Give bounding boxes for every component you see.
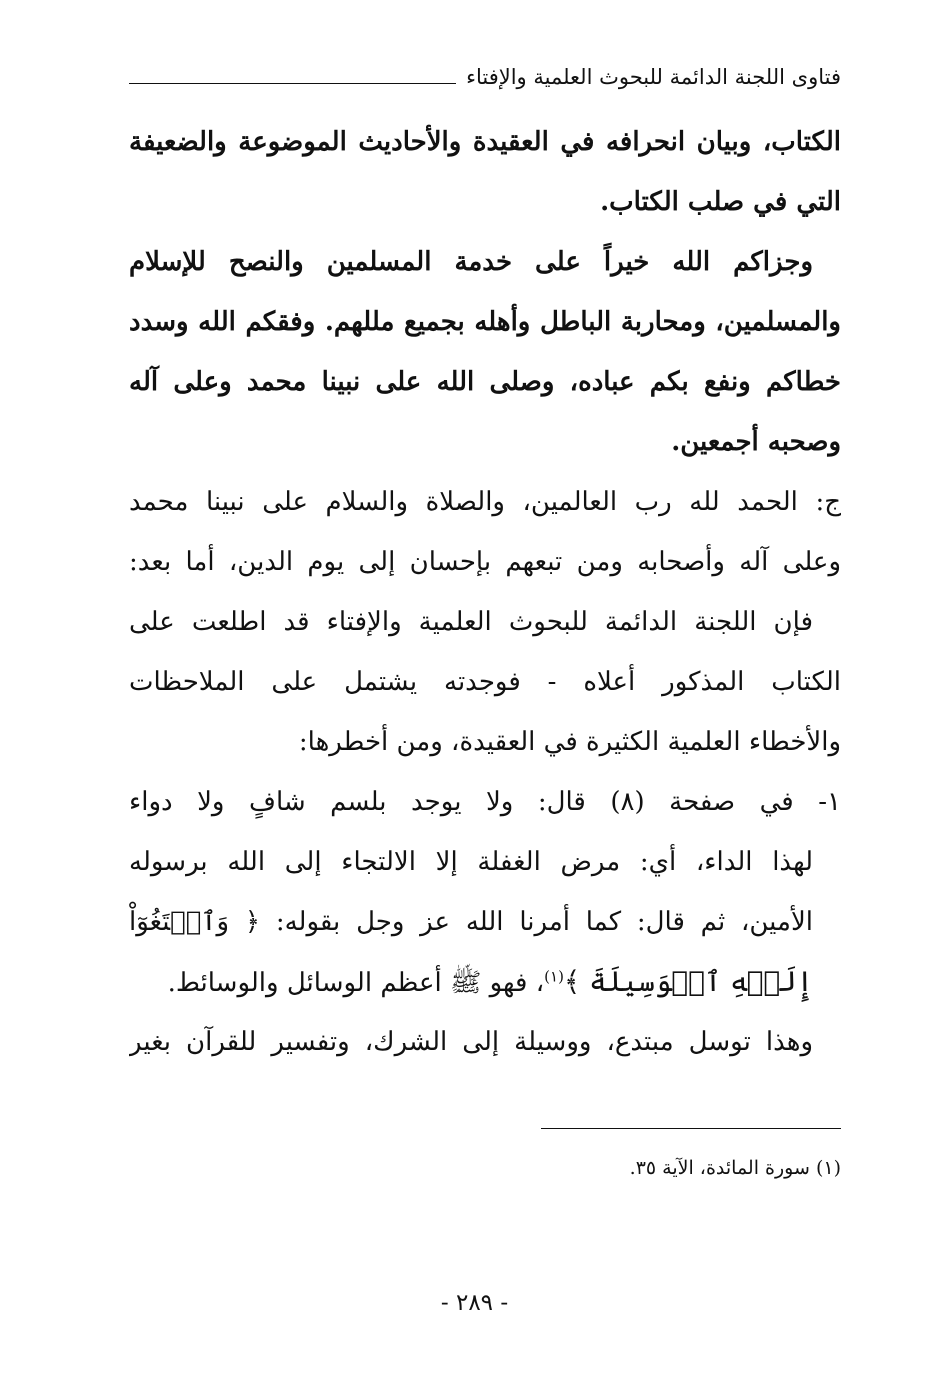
body-line: وجزاكم الله خيراً على خدمة المسلمين والنصح للإسلام xyxy=(129,247,813,277)
body-line: والمسلمين، ومحاربة الباطل وأهله بجميع مللهم. وفقكم الله وسدد xyxy=(129,307,841,337)
body-line: وهذا توسل مبتدع، ووسيلة إلى الشرك، وتفسير للقرآن بغير xyxy=(129,1027,813,1057)
body-line: فإن اللجنة الدائمة للبحوث العلمية والإفتاء قد اطلعت على xyxy=(129,607,813,637)
footnote: (١) سورة المائدة، الآية ٣٥. xyxy=(629,1157,841,1179)
body-line: خطاكم ونفع بكم عباده، وصلى الله على نبينا محمد وعلى آله xyxy=(129,367,841,397)
answer-line: ج: الحمد لله رب العالمين، والصلاة والسلام على نبينا محمد xyxy=(129,487,841,517)
page-body xyxy=(129,112,841,1072)
body-line: الأمين، ثم قال: كما أمرنا الله عز وجل بقوله: ﴿ وَٱبۡتَغُوٓاْ xyxy=(129,907,813,937)
body-line: الكتاب، وبيان انحرافه في العقيدة والأحاديث الموضوعة والضعيفة xyxy=(129,127,841,157)
list-item-line: ١- في صفحة (٨) قال: ولا يوجد بلسم شافٍ ولا دواء xyxy=(129,787,841,817)
page-number: - ٢٨٩ - xyxy=(440,1290,509,1316)
body-line: والأخطاء العلمية الكثيرة في العقيدة، ومن أخطرها: xyxy=(298,727,841,757)
body-line: وعلى آله وأصحابه ومن تبعهم بإحسان إلى يوم الدين، أما بعد: xyxy=(129,547,841,577)
body-line: التي في صلب الكتاب. xyxy=(600,187,841,217)
header-rule xyxy=(129,83,456,84)
body-line: وصحبه أجمعين. xyxy=(671,427,841,457)
body-text: ، فهو ﷺ أعظم الوسائل والوسائط. xyxy=(167,968,545,998)
footnote-marker: (١) xyxy=(544,967,564,986)
quran-verse-line xyxy=(129,952,841,1012)
running-header xyxy=(129,58,841,90)
body-line: لهذا الداء، أي: مرض الغفلة إلا الالتجاء إلى الله برسوله xyxy=(129,847,813,877)
header-title: فتاوى اللجنة الدائمة للبحوث العلمية والإفتاء xyxy=(466,65,841,89)
quran-verse: إِلَيۡهِ ٱلۡوَسِيلَةَ ﴾ xyxy=(563,965,813,998)
body-line: الكتاب المذكور أعلاه - فوجدته يشتمل على الملاحظات xyxy=(129,667,841,697)
footnote-rule xyxy=(541,1128,841,1129)
